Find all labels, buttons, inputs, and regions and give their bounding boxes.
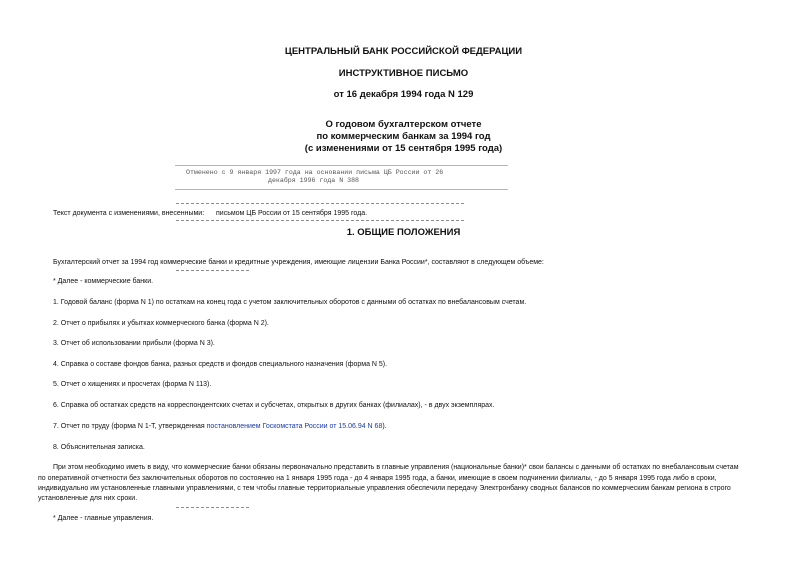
footnote-separator-2: [176, 507, 249, 508]
notice-bottom-rule: [175, 189, 508, 190]
main-paragraph-line-3: индивидуально им установленные главными управлениями, с тем чтобы главные территориальные управления обеспечили передачу Электронбанку сводных балансов по коммерческим банкам региона в строго: [38, 485, 731, 492]
section-heading: 1. ОБЩИЕ ПОЛОЖЕНИЯ: [346, 227, 461, 238]
list-item: 6. Справка об остатках средств на корреспондентских счетах и субсчетах, открытых в других банках (филиалах), - в двух экземплярах.: [53, 402, 495, 409]
issuer-heading: ЦЕНТРАЛЬНЫЙ БАНК РОССИЙСКОЙ ФЕДЕРАЦИИ: [284, 46, 523, 57]
document-type-heading: ИНСТРУКТИВНОЕ ПИСЬМО: [338, 68, 469, 79]
changes-value: письмом ЦБ России от 15 сентября 1995 года.: [216, 210, 368, 217]
regulation-link[interactable]: постановлением Госкомстата России от 15.06.94 N 68: [206, 423, 383, 430]
list-item: [53, 422, 387, 431]
list-item: 4. Справка о составе фондов банка, разных средств и фондов специального назначения (форма N 5).: [53, 361, 388, 368]
changes-bottom-separator: [176, 220, 464, 221]
repeal-notice-line-1: Отменено с 9 января 1997 года на основании письма ЦБ России от 26: [186, 169, 444, 176]
main-paragraph-line-2: по оперативной отчетности без заключительных оборотов по состоянию на 1 января 1995 года - до 4 января 1995 года, а банки, имеющие в своем подчинении филиалы, - до 5 января 1995 года либо в сроки,: [38, 475, 717, 482]
main-paragraph-line-1: При этом необходимо иметь в виду, что коммерческие банки обязаны первоначально представить в главные управления (национальные банки)* свои балансы с данными об остатках по внебалансовым счетам: [53, 464, 739, 471]
list-item-prefix: 7. Отчет по труду (форма N 1-Т, утвержденная: [53, 423, 207, 430]
list-item-suffix: ).: [382, 423, 387, 430]
changes-label: Текст документа с изменениями, внесенными:: [53, 210, 205, 217]
main-paragraph-line-4: установленные для них сроки.: [38, 495, 138, 502]
list-item: 3. Отчет об использовании прибыли (форма N 3).: [53, 340, 215, 347]
document-title-line-2: по коммерческим банкам за 1994 год: [316, 131, 491, 142]
footnote-separator-1: [176, 270, 249, 271]
footnote-1: * Далее - коммерческие банки.: [53, 278, 154, 285]
list-item: 5. Отчет о хищениях и просчетах (форма N 113).: [53, 381, 212, 388]
document-date-heading: от 16 декабря 1994 года N 129: [333, 89, 474, 100]
list-item: 2. Отчет о прибылях и убытках коммерческого банка (форма N 2).: [53, 320, 269, 327]
document-title-line-1: О годовом бухгалтерском отчете: [325, 119, 482, 130]
repeal-notice-line-2: декабря 1996 года N 388: [268, 177, 360, 184]
intro-paragraph: Бухгалтерский отчет за 1994 год коммерческие банки и кредитные учреждения, имеющие лицензии Банка России*, составляют в следующем объеме:: [53, 259, 544, 266]
list-item: 8. Объяснительная записка.: [53, 444, 145, 451]
changes-top-separator: [176, 203, 464, 204]
document-title-line-3: (с изменениями от 15 сентября 1995 года): [304, 143, 503, 154]
footnote-2: * Далее - главные управления.: [53, 515, 154, 522]
list-item: 1. Годовой баланс (форма N 1) по остаткам на конец года с учетом заключительных оборотов с данными об остатках по внебалансовым счетам.: [53, 299, 527, 306]
notice-top-rule: [175, 165, 508, 166]
